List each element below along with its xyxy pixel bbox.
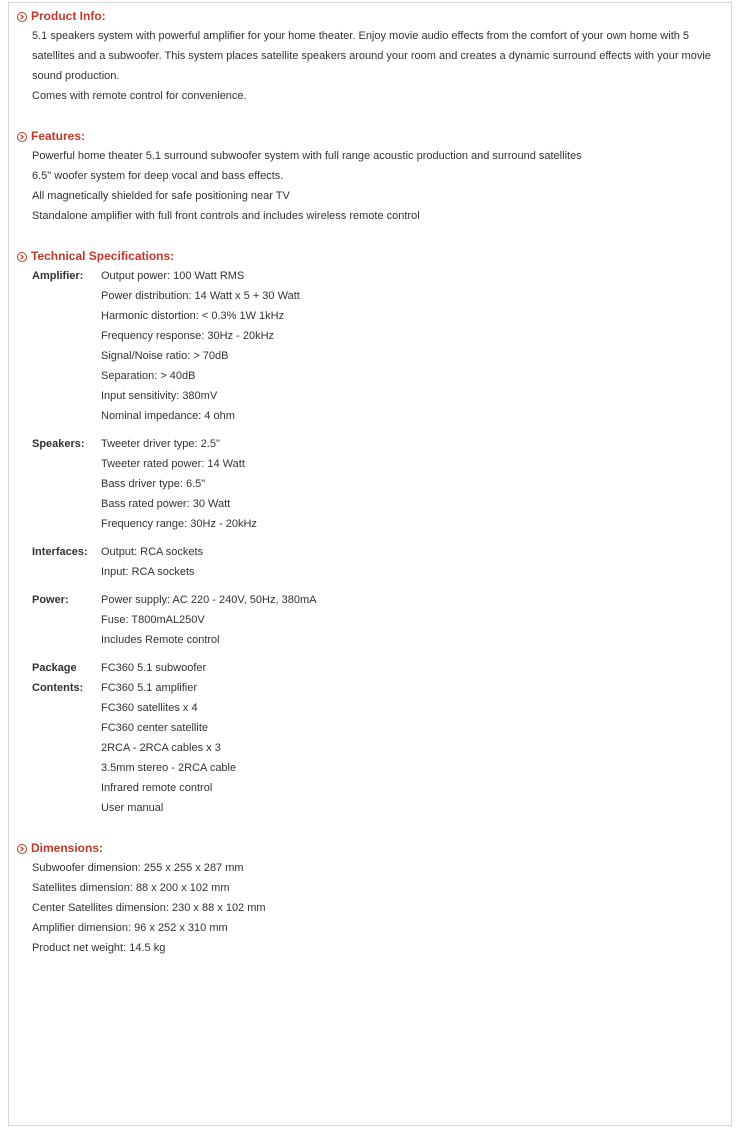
- spec-label-line: Package: [32, 662, 77, 674]
- spec-item: FC360 satellites x 4: [101, 702, 198, 714]
- spec-item: Infrared remote control: [101, 782, 213, 794]
- spec-label: [32, 434, 101, 534]
- spec-item: 2RCA - 2RCA cables x 3: [101, 742, 221, 754]
- features-section: [17, 126, 722, 226]
- section-title: Dimensions:: [31, 841, 104, 855]
- spec-label-line: Contents:: [32, 682, 84, 694]
- chevron-right-icon: [17, 252, 27, 262]
- chevron-right-icon: [17, 844, 27, 854]
- spec-label: [32, 590, 101, 650]
- spec-item: Tweeter driver type: 2.5": [101, 438, 220, 450]
- product-info-section: [17, 6, 722, 106]
- spec-label-line: Amplifier:: [32, 270, 84, 282]
- spec-item: Output power: 100 Watt RMS: [101, 270, 245, 282]
- spec-items: [101, 542, 722, 582]
- spec-item: Harmonic distortion: < 0.3% 1W 1kHz: [101, 310, 285, 322]
- spec-item: Tweeter rated power: 14 Watt: [101, 458, 245, 470]
- text-line: 5.1 speakers system with powerful amplifier for your home theater. Enjoy movie audio effects from the comfort of your own home with 5: [32, 30, 690, 42]
- spec-item: Fuse: T800mAL250V: [101, 614, 205, 626]
- spec-label-line: Speakers:: [32, 438, 85, 450]
- spec-items: [101, 266, 722, 426]
- spec-item: FC360 5.1 amplifier: [101, 682, 197, 694]
- spec-item: Power distribution: 14 Watt x 5 + 30 Watt: [101, 290, 300, 302]
- spec-label-line: Power:: [32, 594, 69, 606]
- section-heading: [17, 126, 722, 146]
- spec-item: Bass rated power: 30 Watt: [101, 498, 231, 510]
- spec-group-interfaces: [32, 542, 722, 582]
- section-heading: [17, 246, 722, 266]
- spec-item: Output: RCA sockets: [101, 546, 204, 558]
- spec-items: [101, 434, 722, 534]
- spec-item: Frequency range: 30Hz - 20kHz: [101, 518, 257, 530]
- feature-item: 6.5" woofer system for deep vocal and bass effects.: [32, 170, 284, 182]
- text-line: Comes with remote control for convenience.: [32, 90, 247, 102]
- spec-item: Signal/Noise ratio: > 70dB: [101, 350, 229, 362]
- spec-items: [101, 658, 722, 818]
- spec-group-amplifier: [32, 266, 722, 426]
- feature-item: Powerful home theater 5.1 surround subwoofer system with full range acoustic production and surround satellites: [32, 150, 582, 162]
- section-title: Product Info:: [31, 9, 106, 23]
- spec-label: [32, 542, 101, 582]
- spec-item: Nominal impedance: 4 ohm: [101, 410, 235, 422]
- chevron-right-icon: [17, 132, 27, 142]
- section-heading: [17, 6, 722, 26]
- spec-group-power: [32, 590, 722, 650]
- dimensions-section: [17, 838, 722, 958]
- product-info-text: [32, 26, 722, 106]
- spec-item: Includes Remote control: [101, 634, 220, 646]
- spec-item: 3.5mm stereo - 2RCA cable: [101, 762, 237, 774]
- section-heading: [17, 838, 722, 858]
- spec-item: Input: RCA sockets: [101, 566, 195, 578]
- specs-section: [17, 246, 722, 818]
- spec-item: Frequency response: 30Hz - 20kHz: [101, 330, 275, 342]
- dimensions-list: [17, 858, 722, 958]
- text-line: satellites and a subwoofer. This system places satellite speakers around your room and creates a dynamic surround effects with your movie: [32, 50, 711, 62]
- spec-label-line: Interfaces:: [32, 546, 88, 558]
- spec-item: Power supply: AC 220 - 240V, 50Hz, 380mA: [101, 594, 317, 606]
- spec-item: FC360 5.1 subwoofer: [101, 662, 207, 674]
- spec-item: Input sensitivity: 380mV: [101, 390, 218, 402]
- spec-item: User manual: [101, 802, 164, 814]
- spec-item: FC360 center satellite: [101, 722, 208, 734]
- chevron-right-icon: [17, 12, 27, 22]
- spec-label: [32, 266, 101, 426]
- spec-item: Bass driver type: 6.5": [101, 478, 206, 490]
- feature-item: All magnetically shielded for safe positioning near TV: [32, 190, 290, 202]
- spec-items: [101, 590, 722, 650]
- feature-item: Standalone amplifier with full front controls and includes wireless remote control: [32, 210, 420, 222]
- spec-label: [32, 658, 101, 818]
- spec-item: Separation: > 40dB: [101, 370, 196, 382]
- features-list: [17, 146, 722, 226]
- text-line: sound production.: [32, 70, 120, 82]
- spec-group-speakers: [32, 434, 722, 534]
- dimension-item: Subwoofer dimension: 255 x 255 x 287 mm: [32, 862, 244, 874]
- product-description: [17, 6, 722, 978]
- dimension-item: Amplifier dimension: 96 x 252 x 310 mm: [32, 922, 228, 934]
- dimension-item: Center Satellites dimension: 230 x 88 x 102 mm: [32, 902, 266, 914]
- section-title: Technical Specifications:: [31, 249, 175, 263]
- dimension-item: Product net weight: 14.5 kg: [32, 942, 166, 954]
- spec-group-package-contents: [32, 658, 722, 818]
- dimension-item: Satellites dimension: 88 x 200 x 102 mm: [32, 882, 230, 894]
- section-title: Features:: [31, 129, 86, 143]
